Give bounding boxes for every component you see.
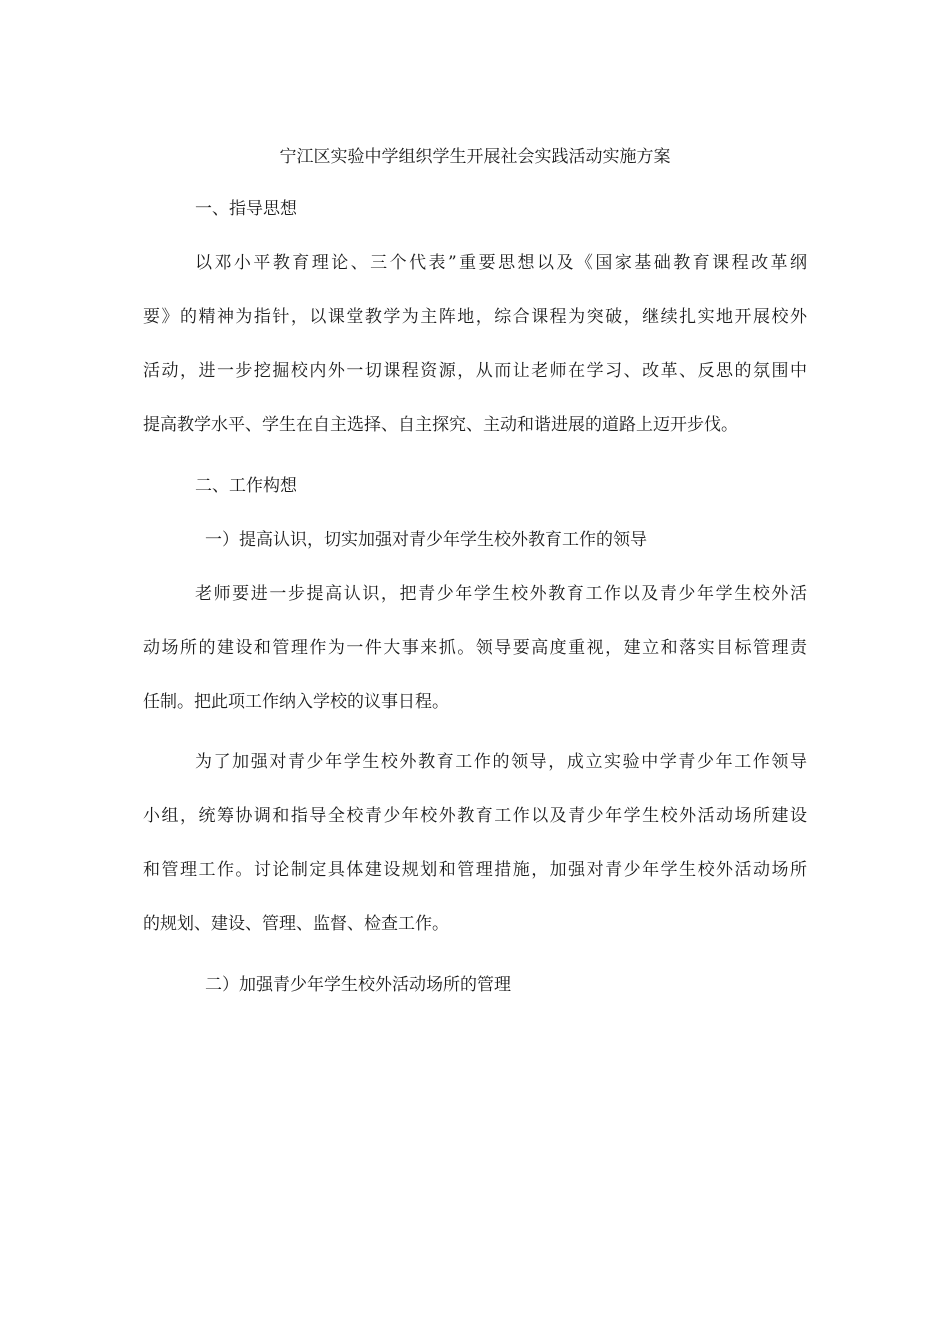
paragraph-line: 老师要进一步提高认识，把青少年学生校外教育工作以及青少年学生校外活 <box>195 584 807 604</box>
subsection-heading: 二）加强青少年学生校外活动场所的管理 <box>205 975 511 995</box>
document-title: 宁江区实验中学组织学生开展社会实践活动实施方案 <box>279 147 671 167</box>
section-heading-guiding-ideology: 一、指导思想 <box>195 199 297 219</box>
paragraph-line: 和管理工作。讨论制定具体建设规划和管理措施，加强对青少年学生校外活动场所 <box>143 860 807 880</box>
subsection-heading: 一）提高认识，切实加强对青少年学生校外教育工作的领导 <box>205 530 647 550</box>
paragraph-line: 要》的精神为指针，以课堂教学为主阵地，综合课程为突破，继续扎实地开展校外 <box>143 307 807 327</box>
paragraph-line: 提高教学水平、学生在自主选择、自主探究、主动和谐进展的道路上迈开步伐。 <box>143 415 738 435</box>
paragraph-line: 任制。把此项工作纳入学校的议事日程。 <box>143 692 449 712</box>
section-heading-work-plan: 二、工作构想 <box>195 476 297 496</box>
paragraph-line: 为了加强对青少年学生校外教育工作的领导，成立实验中学青少年工作领导 <box>195 752 807 772</box>
paragraph-line: 小组，统筹协调和指导全校青少年校外教育工作以及青少年学生校外活动场所建设 <box>143 806 807 826</box>
paragraph-line: 的规划、建设、管理、监督、检查工作。 <box>143 914 449 934</box>
paragraph-line: 以邓小平教育理论、三个代表”重要思想以及《国家基础教育课程改革纲 <box>195 253 807 273</box>
paragraph-line: 活动，进一步挖掘校内外一切课程资源，从而让老师在学习、改革、反思的氛围中 <box>143 361 807 381</box>
paragraph-line: 动场所的建设和管理作为一件大事来抓。领导要高度重视，建立和落实目标管理责 <box>143 638 807 658</box>
